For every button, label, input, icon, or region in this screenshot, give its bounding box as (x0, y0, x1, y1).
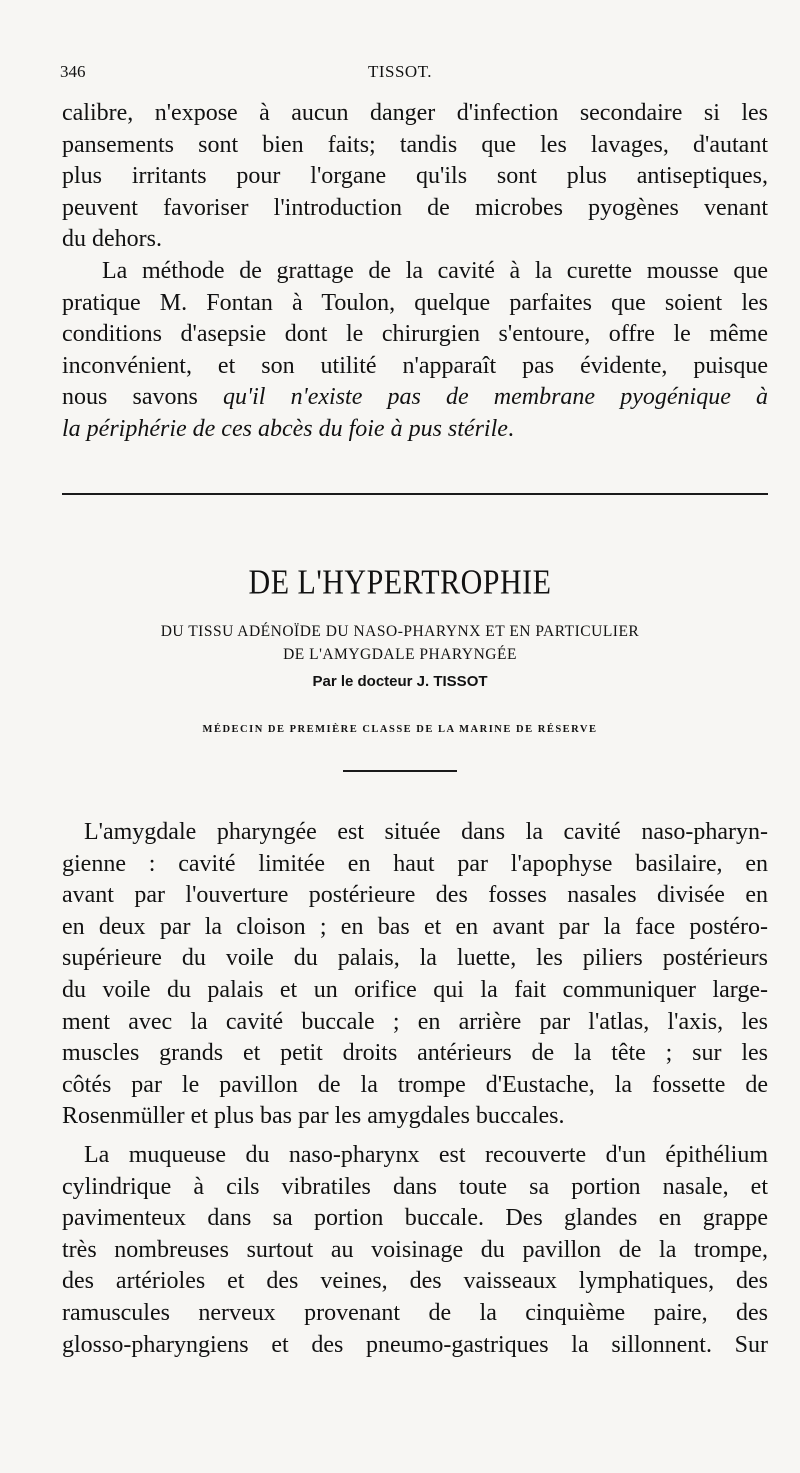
subtitle-line: DE L'AMYGDALE PHARYNGÉE (283, 646, 517, 663)
text-line (62, 414, 768, 446)
text-line: calibre, n'expose à aucun danger d'infection secondaire si les (62, 100, 768, 126)
text-italic: qu'il n'existe pas de membrane pyogénique à (222, 384, 768, 411)
author-affiliation: MÉDECIN DE PREMIÈRE CLASSE DE LA MARINE DE RÉSERVE (202, 724, 598, 735)
subtitle-line: DU TISSU ADÉNOÏDE DU NASO-PHARYNX ET EN PARTICULIER (160, 623, 640, 640)
text-line: glosso-pharyngiens et des pneumo-gastriques la sillonnent. Sur (62, 1331, 768, 1358)
article-title: DE L'HYPERTROPHIE (248, 563, 552, 602)
text-line: côtés par le pavillon de la trompe d'Eustache, la fossette de (62, 1071, 768, 1098)
text-roman: nous savons (62, 384, 223, 411)
text-line: gienne : cavité limitée en haut par l'apophyse basilaire, en (62, 850, 768, 877)
text-line: du voile du palais et un orifice qui la fait communiquer large- (62, 976, 768, 1003)
article-subtitle (80, 620, 720, 666)
text-roman: . (507, 415, 514, 442)
text-line: La muqueuse du naso-pharynx est recouverte d'un épithélium (84, 1142, 768, 1168)
text-line: des artérioles et des veines, des vaisseaux lymphatiques, des (62, 1268, 768, 1295)
text-line: pavimenteux dans sa portion buccale. Des glandes en grappe (62, 1205, 768, 1232)
text-line: pansements sont bien faits; tandis que les lavages, d'autant (62, 131, 768, 158)
text-line: inconvénient, et son utilité n'apparaît pas évidente, puisque (62, 352, 768, 379)
text-line: ramuscules nerveux provenant de la cinquième paire, des (62, 1299, 768, 1326)
paragraph-continuation (62, 98, 768, 256)
text-line: supérieure du voile du palais, la luette, les piliers postérieurs (62, 945, 768, 972)
text-italic: la périphérie de ces abcès du foie à pus stérile (62, 415, 508, 442)
text-line: ment avec la cavité buccale ; en arrière par l'atlas, l'axis, les (62, 1008, 768, 1035)
text-line: avant par l'ouverture postérieure des fosses nasales divisée en (62, 882, 768, 909)
running-head: TISSOT. (367, 62, 433, 81)
text-line: L'amygdale pharyngée est située dans la cavité naso-pharyn- (84, 819, 768, 845)
page-number: 346 (60, 62, 86, 81)
text-line: très nombreuses surtout au voisinage du pavillon de la trompe, (62, 1236, 768, 1263)
text-line (62, 382, 768, 414)
page-header (60, 62, 740, 88)
text-line: muscles grands et petit droits antérieurs de la tête ; sur les (62, 1040, 768, 1067)
text-line: en deux par la cloison ; en bas et en avant par la face postéro- (62, 913, 768, 940)
paragraph-curette (62, 256, 768, 446)
text-line: La méthode de grattage de la cavité à la curette mousse que (102, 258, 768, 284)
text-line: Rosenmüller et plus bas par les amygdales buccales. (62, 1103, 565, 1130)
text-line: plus irritants pour l'organe qu'ils sont plus antiseptiques, (62, 163, 768, 190)
text-line: pratique M. Fontan à Toulon, quelque parfaites que soient les (62, 289, 768, 316)
text-line: du dehors. (62, 226, 162, 253)
text-line: cylindrique à cils vibratiles dans toute sa portion nasale, et (62, 1173, 768, 1200)
text-line: conditions d'asepsie dont le chirurgien s'entoure, offre le même (62, 321, 768, 348)
byline-divider (343, 770, 457, 772)
section-divider (62, 493, 768, 495)
paragraph-mucosa (62, 1140, 768, 1361)
paragraph-anatomy (62, 817, 768, 1133)
author-byline: Par le docteur J. TISSOT (312, 673, 488, 690)
text-line: peuvent favoriser l'introduction de microbes pyogènes venant (62, 194, 768, 221)
